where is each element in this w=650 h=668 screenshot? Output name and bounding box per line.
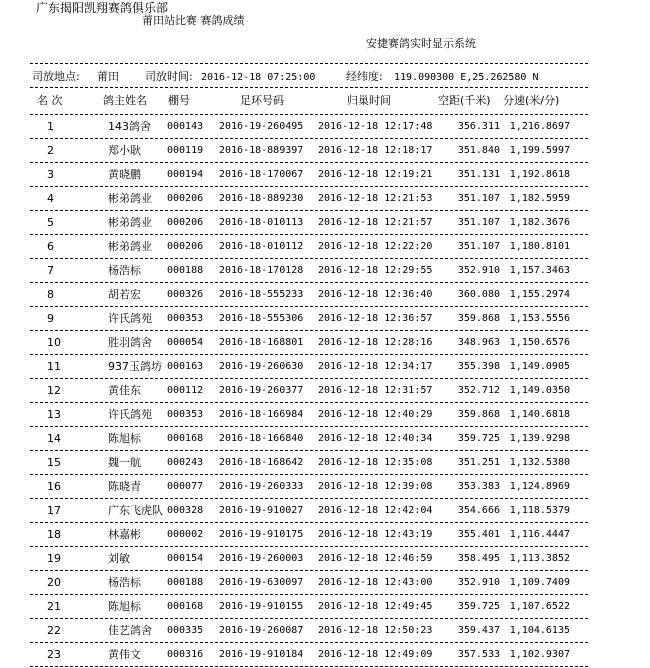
arrival-cell: 2016-12-18 12:49:45 [318,601,433,612]
divider-mid [30,87,588,88]
rank-cell: 22 [47,624,61,637]
loft-cell: 000243 [167,457,204,468]
ring-cell: 2016-19-630097 [219,577,304,588]
race-title: 莆田站比赛 赛鸽成绩 [142,14,245,27]
owner-cell: 黄伟文 [108,648,141,661]
arrival-cell: 2016-12-18 12:28:16 [318,337,433,348]
arrival-cell: 2016-12-18 12:43:19 [318,529,433,540]
loft-cell: 000002 [167,529,204,540]
owner-cell: 许氏鸽苑 [108,312,152,325]
loft-cell: 000188 [167,577,204,588]
release-coord-label: 经纬度: [346,70,383,83]
rank-cell: 18 [47,528,61,541]
speed-cell: 1,149.0905 [509,361,570,372]
distance-cell: 359.437 [457,625,500,636]
ring-cell: 2016-18-166984 [219,409,304,420]
arrival-cell: 2016-12-18 12:17:48 [318,121,433,132]
distance-cell: 359.868 [457,313,500,324]
ring-cell: 2016-18-168642 [219,457,304,468]
loft-cell: 000206 [167,193,204,204]
table-row [0,331,650,355]
speed-cell: 1,192.8618 [509,169,570,180]
distance-cell: 351.107 [457,241,500,252]
speed-cell: 1,116.4447 [509,529,570,540]
rank-cell: 15 [47,456,61,469]
rank-cell: 12 [47,384,61,397]
arrival-cell: 2016-12-18 12:50:23 [318,625,433,636]
rank-cell: 4 [47,192,54,205]
speed-cell: 1,132.5380 [509,457,570,468]
speed-cell: 1,182.3676 [509,217,570,228]
speed-cell: 1,139.9298 [509,433,570,444]
loft-cell: 000206 [167,241,204,252]
ring-cell: 2016-19-260333 [219,481,304,492]
speed-cell: 1,109.7409 [509,577,570,588]
table-row [0,355,650,379]
ring-cell: 2016-19-260495 [219,121,304,132]
table-row [0,451,650,475]
table-row [0,139,650,163]
ring-cell: 2016-19-910027 [219,505,304,516]
system-name: 安捷赛鸽实时显示系统 [366,37,476,50]
rank-cell: 1 [47,120,54,133]
rank-cell: 7 [47,264,54,277]
ring-cell: 2016-19-910175 [219,529,304,540]
col-arrival: 归巢时间 [347,94,391,107]
arrival-cell: 2016-12-18 12:29:55 [318,265,433,276]
loft-cell: 000163 [167,361,204,372]
arrival-cell: 2016-12-18 12:19:21 [318,169,433,180]
arrival-cell: 2016-12-18 12:31:57 [318,385,433,396]
table-row [0,427,650,451]
rank-cell: 16 [47,480,61,493]
arrival-cell: 2016-12-18 12:43:00 [318,577,433,588]
table-row [0,163,650,187]
owner-cell: 彬弟鸽业 [108,216,152,229]
col-speed: 分速(米/分) [503,94,560,107]
table-row [0,259,650,283]
distance-cell: 351.107 [457,217,500,228]
release-time-label: 司放时间: [145,70,193,83]
divider-top [30,63,588,64]
ring-cell: 2016-18-555306 [219,313,304,324]
speed-cell: 1,102.9307 [509,649,570,660]
rank-cell: 8 [47,288,54,301]
distance-cell: 355.401 [457,529,500,540]
speed-cell: 1,140.6818 [509,409,570,420]
distance-cell: 359.725 [457,433,500,444]
loft-cell: 000194 [167,169,204,180]
arrival-cell: 2016-12-18 12:42:04 [318,505,433,516]
rank-cell: 6 [47,240,54,253]
arrival-cell: 2016-12-18 12:49:09 [318,649,433,660]
distance-cell: 356.311 [457,121,500,132]
ring-cell: 2016-18-010112 [219,241,304,252]
speed-cell: 1,153.5556 [509,313,570,324]
owner-cell: 杨浩标 [108,264,141,277]
owner-cell: 林嘉彬 [108,528,141,541]
distance-cell: 357.533 [457,649,500,660]
speed-cell: 1,149.0350 [509,385,570,396]
speed-cell: 1,199.5997 [509,145,570,156]
owner-cell: 刘敏 [108,552,130,565]
distance-cell: 352.712 [457,385,500,396]
speed-cell: 1,107.6522 [509,601,570,612]
arrival-cell: 2016-12-18 12:21:57 [318,217,433,228]
club-name: 广东揭阳凯翔赛鸽俱乐部 [36,1,169,15]
arrival-cell: 2016-12-18 12:46:59 [318,553,433,564]
owner-cell: 胜羽鸽舍 [108,336,152,349]
speed-cell: 1,180.8101 [509,241,570,252]
loft-cell: 000353 [167,313,204,324]
owner-cell: 广东飞虎队 [108,504,163,517]
owner-cell: 魏一航 [108,456,141,469]
distance-cell: 348.963 [457,337,500,348]
arrival-cell: 2016-12-18 12:40:34 [318,433,433,444]
arrival-cell: 2016-12-18 12:36:57 [318,313,433,324]
distance-cell: 355.398 [457,361,500,372]
distance-cell: 360.080 [457,289,500,300]
speed-cell: 1,216.8697 [509,121,570,132]
rank-cell: 3 [47,168,54,181]
rank-cell: 23 [47,648,61,661]
table-row [0,571,650,595]
loft-cell: 000168 [167,433,204,444]
speed-cell: 1,182.5959 [509,193,570,204]
ring-cell: 2016-18-889397 [219,145,304,156]
ring-cell: 2016-18-170067 [219,169,304,180]
owner-cell: 陈晓青 [108,480,141,493]
loft-cell: 000326 [167,289,204,300]
arrival-cell: 2016-12-18 12:36:40 [318,289,433,300]
table-row [0,115,650,139]
rank-cell: 9 [47,312,54,325]
release-time: 2016-12-18 07:25:00 [201,72,316,83]
owner-cell: 陈旭标 [108,600,141,613]
rank-cell: 11 [47,360,61,373]
rank-cell: 5 [47,216,54,229]
rank-cell: 14 [47,432,61,445]
rank-cell: 21 [47,600,61,613]
loft-cell: 000353 [167,409,204,420]
speed-cell: 1,157.3463 [509,265,570,276]
ring-cell: 2016-19-260377 [219,385,304,396]
ring-cell: 2016-18-889230 [219,193,304,204]
table-row [0,547,650,571]
col-distance: 空距(千米) [438,94,491,107]
owner-cell: 陈旭标 [108,432,141,445]
speed-cell: 1,104.6135 [509,625,570,636]
loft-cell: 000119 [167,145,204,156]
rank-cell: 20 [47,576,61,589]
owner-cell: 胡若宏 [108,288,141,301]
arrival-cell: 2016-12-18 12:18:17 [318,145,433,156]
loft-cell: 000168 [167,601,204,612]
distance-cell: 352.910 [457,577,500,588]
loft-cell: 000188 [167,265,204,276]
distance-cell: 351.107 [457,193,500,204]
loft-cell: 000206 [167,217,204,228]
ring-cell: 2016-19-260630 [219,361,304,372]
col-ring: 足环号码 [240,94,284,107]
table-row [0,379,650,403]
table-row [0,235,650,259]
ring-cell: 2016-18-010113 [219,217,304,228]
owner-cell: 许氏鸽苑 [108,408,152,421]
arrival-cell: 2016-12-18 12:40:29 [318,409,433,420]
distance-cell: 358.495 [457,553,500,564]
table-row [0,187,650,211]
arrival-cell: 2016-12-18 12:22:20 [318,241,433,252]
loft-cell: 000054 [167,337,204,348]
owner-cell: 937玉鸽坊 [108,360,162,373]
table-row [0,283,650,307]
speed-cell: 1,113.3852 [509,553,570,564]
distance-cell: 354.666 [457,505,500,516]
arrival-cell: 2016-12-18 12:39:08 [318,481,433,492]
owner-cell: 黄晓鹏 [108,168,141,181]
distance-cell: 359.868 [457,409,500,420]
owner-cell: 彬弟鸽业 [108,240,152,253]
loft-cell: 000154 [167,553,204,564]
release-location-label: 司放地点: [32,70,80,83]
table-row [0,475,650,499]
table-row [0,499,650,523]
release-coord: 119.090300 E,25.262580 N [394,72,539,83]
distance-cell: 352.910 [457,265,500,276]
loft-cell: 000316 [167,649,204,660]
table-row [0,211,650,235]
ring-cell: 2016-19-910184 [219,649,304,660]
ring-cell: 2016-18-166840 [219,433,304,444]
loft-cell: 000335 [167,625,204,636]
distance-cell: 359.725 [457,601,500,612]
rank-cell: 19 [47,552,61,565]
ring-cell: 2016-19-260003 [219,553,304,564]
row-divider [30,666,588,667]
distance-cell: 351.251 [457,457,500,468]
table-row [0,307,650,331]
rank-cell: 10 [47,336,61,349]
owner-cell: 杨浩标 [108,576,141,589]
ring-cell: 2016-18-170128 [219,265,304,276]
arrival-cell: 2016-12-18 12:35:08 [318,457,433,468]
owner-cell: 佳艺鸽舍 [108,624,152,637]
loft-cell: 000328 [167,505,204,516]
col-rank: 名 次 [37,94,63,107]
loft-cell: 000112 [167,385,204,396]
ring-cell: 2016-18-168801 [219,337,304,348]
table-row [0,619,650,643]
distance-cell: 351.131 [457,169,500,180]
owner-cell: 彬弟鸽业 [108,192,152,205]
release-location: 莆田 [97,70,119,83]
speed-cell: 1,150.6576 [509,337,570,348]
rank-cell: 2 [47,144,54,157]
distance-cell: 351.840 [457,145,500,156]
owner-cell: 郑小耿 [108,144,141,157]
rank-cell: 17 [47,504,61,517]
table-row [0,595,650,619]
loft-cell: 000143 [167,121,204,132]
col-loft: 棚号 [168,94,190,107]
distance-cell: 353.383 [457,481,500,492]
rank-cell: 13 [47,408,61,421]
arrival-cell: 2016-12-18 12:21:53 [318,193,433,204]
ring-cell: 2016-18-555233 [219,289,304,300]
speed-cell: 1,124.8969 [509,481,570,492]
owner-cell: 143鸽舍 [108,120,151,133]
table-row [0,643,650,667]
arrival-cell: 2016-12-18 12:34:17 [318,361,433,372]
speed-cell: 1,118.5379 [509,505,570,516]
table-row [0,523,650,547]
speed-cell: 1,155.2974 [509,289,570,300]
col-owner: 鸽主姓名 [103,94,147,107]
ring-cell: 2016-19-910155 [219,601,304,612]
ring-cell: 2016-19-260087 [219,625,304,636]
table-row [0,403,650,427]
owner-cell: 黄佳东 [108,384,141,397]
loft-cell: 000077 [167,481,204,492]
